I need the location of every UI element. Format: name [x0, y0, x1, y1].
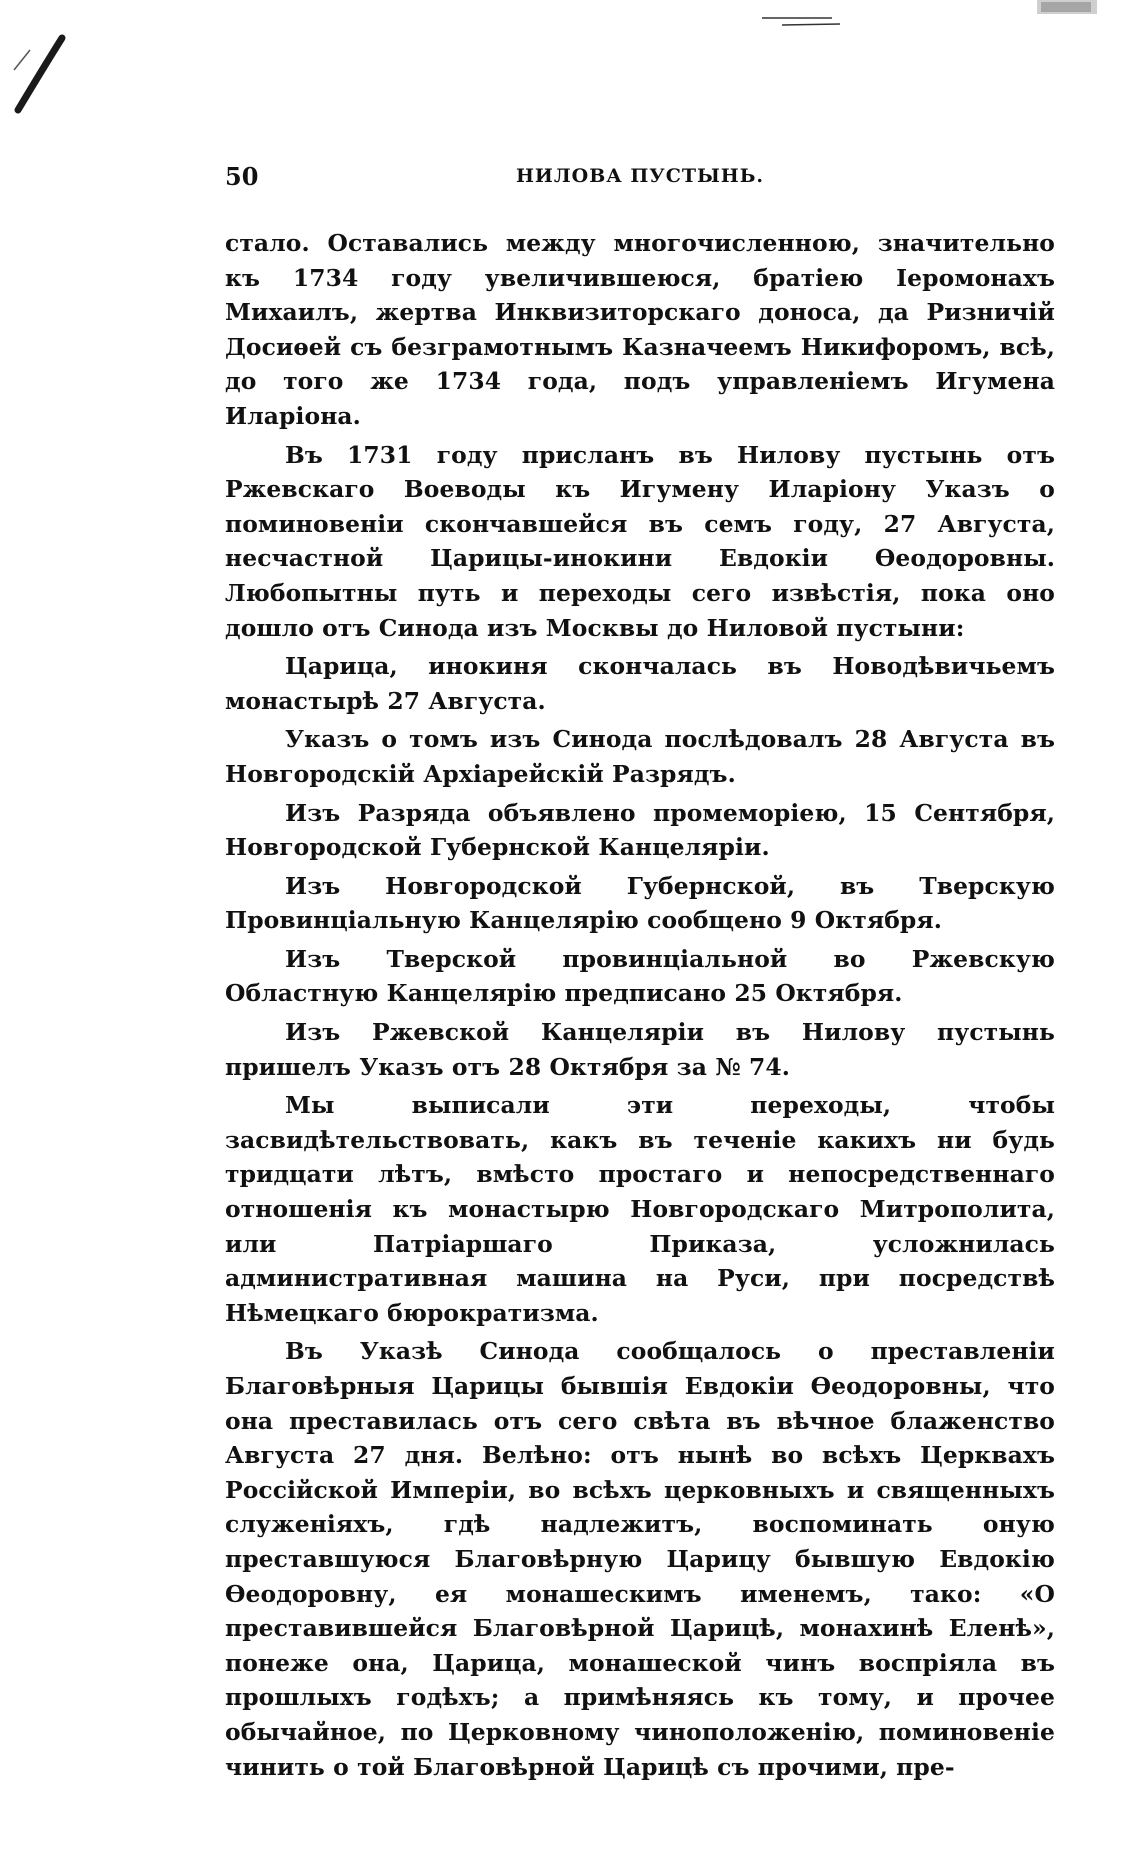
scan-corner-mark [1035, 0, 1105, 22]
paragraph-2: Въ 1731 году присланъ въ Нилову пустынь отъ Ржевскаго Воеводы къ Игумену Иларіону Указъ о поминовеніи скончавшейся въ семъ году, 27 Августа, несчастной Царицы-инокини Евдокіи Ѳеодоровны. Любопытны путь и переходы сего извѣстія, пока оно дошло отъ Синода изъ Москвы до Ниловой пустыни: [225, 440, 1055, 642]
running-title: НИЛОВА ПУСТЫНЬ. [515, 165, 765, 187]
paragraph-9: Мы выписали эти переходы, чтобы засвидѣтельствовать, какъ въ теченіе какихъ ни будь тридцати лѣтъ, вмѣсто простаго и непосредственнаго отношенія къ монастырю Новгородскаго Митрополита, или Патріаршаго Приказа, усложнилась административная машина на Руси, при посредствѣ Нѣмецкаго бюрократизма. [225, 1091, 1055, 1327]
page-header [225, 162, 1055, 202]
paragraph-5: Изъ Разряда объявлено промеморіею, 15 Сентября, Новгородской Губернской Канцеляріи. [225, 798, 1055, 862]
paragraph-1: стало. Оставались между многочисленною, значительно къ 1734 году увеличившеюся, братіею Іеромонахъ Михаилъ, жертва Инквизиторскаго доноса, да Ризничій Досиѳей съ безграмотнымъ Казначеемъ Никифоромъ, всѣ, до того же 1734 года, подъ управленіемъ Игумена Иларіона. [225, 229, 1055, 430]
scan-line-mark [762, 14, 842, 28]
paragraph-10: Въ Указѣ Синода сообщалось о преставленіи Благовѣрныя Царицы бывшія Евдокіи Ѳеодоровны, что она преставилась отъ сего свѣта въ вѣчное блаженство Августа 27 дня. Велѣно: отъ нынѣ во всѣхъ Церквахъ Россійской Имперіи, во всѣхъ церковныхъ и священныхъ служеніяхъ, гдѣ надлежитъ, воспоминать оную преставшуюся Благовѣрную Царицу бывшую Евдокію Ѳеодоровну, ея монашескимъ именемъ, тако: «О преставившейся Благовѣрной Царицѣ, монахинѣ Еленѣ», понеже она, Царица, монашеской чинъ воспріяла въ прошлыхъ годѣхъ; а примѣняясь къ тому, и прочее обычайное, по Церковному чиноположенію, поминовеніе чинить о той Благовѣрной Царицѣ съ прочими, пре- [225, 1337, 1055, 1781]
paragraph-6: Изъ Новгородской Губернской, въ Тверскую Провинціальную Канцелярію сообщено 9 Октября. [225, 871, 1055, 935]
page-number: 50 [225, 162, 259, 191]
body-text [225, 226, 1055, 1784]
paragraph-3: Царица, инокиня скончалась въ Новодѣвичьемъ монастырѣ 27 Августа. [225, 652, 1055, 715]
paragraph-7: Изъ Тверской провинціальной во Ржевскую Областную Канцелярію предписано 25 Октября. [225, 944, 1055, 1008]
paragraph-4: Указъ о томъ изъ Синода послѣдовалъ 28 Августа въ Новгородскій Архіарейскій Разрядъ. [225, 725, 1055, 788]
paragraph-8: Изъ Ржевской Канцеляріи въ Нилову пустынь пришелъ Указъ отъ 28 Октября за № 74. [225, 1018, 1055, 1081]
ink-stroke-mark [10, 30, 70, 120]
